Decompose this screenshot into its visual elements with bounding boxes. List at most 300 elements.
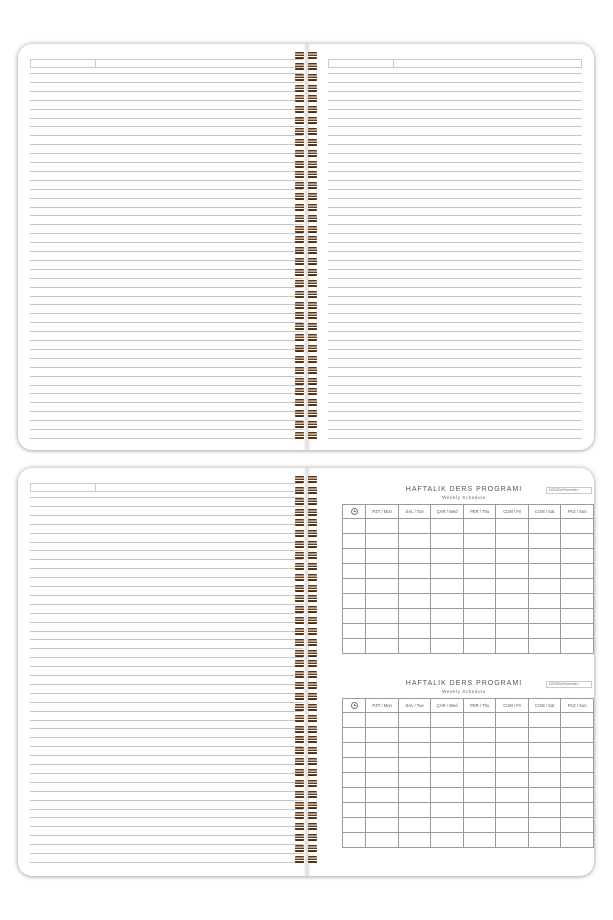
- spiral-ring: [295, 52, 319, 59]
- ruled-line: [328, 367, 582, 368]
- class-cell: [463, 624, 496, 639]
- class-cell: [463, 609, 496, 624]
- spiral-ring: [295, 476, 319, 483]
- class-cell: [398, 818, 430, 833]
- spiral-ring: [295, 585, 319, 592]
- class-cell: [561, 549, 594, 564]
- schedule-row: [343, 728, 594, 743]
- spiral-ring: [295, 726, 319, 733]
- spiral-ring: [295, 780, 319, 787]
- ruled-line: [328, 340, 582, 341]
- class-cell: [366, 564, 399, 579]
- spiral-ring: [295, 150, 319, 157]
- ruled-line: [328, 376, 582, 377]
- ruled-lines: [30, 73, 309, 441]
- ruled-line: [30, 809, 309, 810]
- class-cell: [528, 773, 561, 788]
- class-cell: [496, 833, 528, 848]
- time-cell: [343, 594, 366, 609]
- schedule-title: HAFTALIK DERS PROGRAMI: [405, 486, 523, 493]
- class-cell: [366, 758, 399, 773]
- spiral-ring: [295, 291, 319, 298]
- class-cell: [463, 579, 496, 594]
- ruled-line: [30, 304, 309, 305]
- class-cell: [528, 639, 561, 654]
- time-cell: [343, 803, 366, 818]
- class-cell: [496, 758, 528, 773]
- spiral-ring: [295, 74, 319, 81]
- class-cell: [398, 549, 430, 564]
- class-cell: [496, 534, 528, 549]
- ruled-line: [30, 720, 309, 721]
- ruled-line: [30, 269, 309, 270]
- ruled-line: [328, 313, 582, 314]
- time-cell: [343, 519, 366, 534]
- ruled-line: [30, 100, 309, 101]
- time-cell: [343, 639, 366, 654]
- class-cell: [398, 594, 430, 609]
- class-cell: [431, 773, 464, 788]
- spiral-ring: [295, 323, 319, 330]
- time-column-header: [343, 505, 366, 519]
- ruled-line: [30, 287, 309, 288]
- class-cell: [431, 519, 464, 534]
- ruled-line: [30, 773, 309, 774]
- schedule-row: [343, 579, 594, 594]
- spiral-ring: [295, 736, 319, 743]
- spiral-ring: [295, 704, 319, 711]
- ruled-line: [328, 207, 582, 208]
- ruled-line: [30, 542, 309, 543]
- spiral-ring: [295, 509, 319, 516]
- ruled-line: [30, 215, 309, 216]
- time-cell: [343, 818, 366, 833]
- spiral-ring: [295, 530, 319, 537]
- semester-field: DÖNEM/Semester:: [546, 487, 592, 494]
- class-cell: [561, 788, 594, 803]
- class-cell: [431, 534, 464, 549]
- spiral-binding: [295, 52, 319, 444]
- class-cell: [431, 549, 464, 564]
- class-cell: [528, 788, 561, 803]
- class-cell: [561, 728, 594, 743]
- class-cell: [398, 534, 430, 549]
- class-cell: [366, 609, 399, 624]
- time-cell: [343, 728, 366, 743]
- ruled-line: [30, 251, 309, 252]
- class-cell: [528, 818, 561, 833]
- ruled-line: [30, 340, 309, 341]
- day-header: SAL / Tue: [398, 505, 430, 519]
- spiral-ring: [295, 117, 319, 124]
- day-header: SAL / Tue: [398, 699, 430, 713]
- class-cell: [366, 818, 399, 833]
- ruled-line: [30, 438, 309, 439]
- spiral-ring: [295, 345, 319, 352]
- left-lined-page: [18, 468, 303, 876]
- ruled-line: [328, 180, 582, 181]
- schedule-subtitle: Weekly Schedule: [442, 495, 486, 500]
- spiral-ring: [295, 258, 319, 265]
- spiral-ring: [295, 432, 319, 439]
- ruled-line: [30, 791, 309, 792]
- ruled-line: [328, 73, 582, 74]
- day-header: PAZ / Sun: [561, 699, 594, 713]
- spiral-ring: [295, 171, 319, 178]
- class-cell: [463, 803, 496, 818]
- class-cell: [561, 594, 594, 609]
- ruled-line: [30, 622, 309, 623]
- schedule-row: [343, 818, 594, 833]
- schedule-row: [343, 639, 594, 654]
- class-cell: [561, 743, 594, 758]
- ruled-line: [30, 278, 309, 279]
- spiral-ring: [295, 193, 319, 200]
- class-cell: [431, 594, 464, 609]
- ruled-line: [30, 82, 309, 83]
- ruled-line: [30, 411, 309, 412]
- ruled-line: [328, 429, 582, 430]
- spiral-ring: [295, 823, 319, 830]
- spiral-ring: [295, 487, 319, 494]
- ruled-line: [30, 826, 309, 827]
- spiral-ring: [295, 856, 319, 863]
- schedule-row: [343, 534, 594, 549]
- ruled-line: [30, 393, 309, 394]
- ruled-line: [328, 438, 582, 439]
- clock-icon: [351, 508, 358, 515]
- class-cell: [561, 758, 594, 773]
- class-cell: [463, 833, 496, 848]
- class-cell: [528, 803, 561, 818]
- day-header: PER / Thu: [463, 699, 496, 713]
- class-cell: [528, 728, 561, 743]
- ruled-line: [30, 702, 309, 703]
- spiral-ring: [295, 161, 319, 168]
- class-cell: [463, 773, 496, 788]
- spiral-ring: [295, 410, 319, 417]
- class-cell: [398, 728, 430, 743]
- ruled-line: [30, 524, 309, 525]
- ruled-line: [30, 657, 309, 658]
- ruled-line: [328, 296, 582, 297]
- schedule-grid: [342, 504, 594, 654]
- left-lined-page: [18, 44, 303, 450]
- class-cell: [561, 609, 594, 624]
- day-header: ÇAR / Wed: [431, 699, 464, 713]
- ruled-line: [30, 331, 309, 332]
- spiral-ring: [295, 247, 319, 254]
- spiral-ring: [295, 498, 319, 505]
- spiral-ring: [295, 421, 319, 428]
- class-cell: [463, 564, 496, 579]
- ruled-lines: [328, 73, 582, 441]
- class-cell: [366, 713, 399, 728]
- ruled-line: [30, 728, 309, 729]
- class-cell: [398, 743, 430, 758]
- spiral-ring: [295, 302, 319, 309]
- day-header: ÇAR / Wed: [431, 505, 464, 519]
- spiral-ring: [295, 236, 319, 243]
- ruled-line: [30, 233, 309, 234]
- schedule-row: [343, 773, 594, 788]
- ruled-line: [30, 260, 309, 261]
- class-cell: [463, 758, 496, 773]
- class-cell: [366, 803, 399, 818]
- page-header-box: [328, 59, 582, 68]
- spiral-ring: [295, 660, 319, 667]
- ruled-line: [30, 322, 309, 323]
- spiral-ring: [295, 617, 319, 624]
- class-cell: [496, 609, 528, 624]
- ruled-line: [30, 800, 309, 801]
- time-cell: [343, 788, 366, 803]
- class-cell: [431, 713, 464, 728]
- class-cell: [561, 579, 594, 594]
- class-cell: [561, 564, 594, 579]
- spiral-ring: [295, 715, 319, 722]
- class-cell: [528, 564, 561, 579]
- spiral-ring: [295, 802, 319, 809]
- class-cell: [561, 818, 594, 833]
- spiral-ring: [295, 845, 319, 852]
- class-cell: [463, 549, 496, 564]
- ruled-line: [328, 420, 582, 421]
- class-cell: [528, 713, 561, 728]
- day-header: CUM / Fri: [496, 699, 528, 713]
- ruled-line: [328, 278, 582, 279]
- ruled-line: [328, 126, 582, 127]
- class-cell: [496, 803, 528, 818]
- ruled-line: [30, 153, 309, 154]
- spiral-ring: [295, 541, 319, 548]
- clock-icon: [351, 702, 358, 709]
- ruled-line: [30, 376, 309, 377]
- spiral-ring: [295, 399, 319, 406]
- ruled-line: [30, 144, 309, 145]
- class-cell: [398, 773, 430, 788]
- spiral-ring: [295, 312, 319, 319]
- spiral-ring: [295, 606, 319, 613]
- ruled-line: [30, 577, 309, 578]
- schedule-row: [343, 758, 594, 773]
- class-cell: [496, 743, 528, 758]
- spiral-ring: [295, 563, 319, 570]
- schedule-row: [343, 564, 594, 579]
- schedule-subtitle: Weekly Schedule: [442, 689, 486, 694]
- spiral-ring: [295, 834, 319, 841]
- day-header: PER / Thu: [463, 505, 496, 519]
- ruled-line: [328, 393, 582, 394]
- schedule-row: [343, 594, 594, 609]
- class-cell: [561, 624, 594, 639]
- class-cell: [398, 803, 430, 818]
- ruled-line: [30, 559, 309, 560]
- ruled-line: [30, 402, 309, 403]
- class-cell: [463, 594, 496, 609]
- day-header: PAZ / Sun: [561, 505, 594, 519]
- ruled-line: [328, 135, 582, 136]
- day-header: CUM / Sat: [528, 505, 561, 519]
- time-cell: [343, 609, 366, 624]
- class-cell: [496, 713, 528, 728]
- ruled-line: [328, 242, 582, 243]
- class-cell: [496, 639, 528, 654]
- ruled-line: [30, 613, 309, 614]
- schedule-grid: [342, 698, 594, 848]
- class-cell: [496, 564, 528, 579]
- class-cell: [561, 773, 594, 788]
- spiral-ring: [295, 671, 319, 678]
- right-lined-page: [311, 44, 594, 450]
- class-cell: [431, 728, 464, 743]
- ruled-line: [30, 648, 309, 649]
- ruled-line: [30, 180, 309, 181]
- class-cell: [561, 803, 594, 818]
- class-cell: [496, 624, 528, 639]
- ruled-line: [328, 100, 582, 101]
- class-cell: [463, 728, 496, 743]
- class-cell: [463, 818, 496, 833]
- ruled-line: [328, 402, 582, 403]
- spiral-ring: [295, 334, 319, 341]
- time-cell: [343, 624, 366, 639]
- class-cell: [496, 519, 528, 534]
- class-cell: [463, 639, 496, 654]
- time-cell: [343, 833, 366, 848]
- ruled-line: [30, 755, 309, 756]
- spiral-ring: [295, 204, 319, 211]
- class-cell: [366, 579, 399, 594]
- schedule-row: [343, 713, 594, 728]
- class-cell: [528, 758, 561, 773]
- ruled-line: [30, 764, 309, 765]
- spiral-ring: [295, 226, 319, 233]
- class-cell: [528, 579, 561, 594]
- ruled-line: [328, 171, 582, 172]
- time-cell: [343, 743, 366, 758]
- ruled-line: [30, 367, 309, 368]
- ruled-line: [30, 349, 309, 350]
- ruled-line: [30, 73, 309, 74]
- class-cell: [528, 609, 561, 624]
- day-header: PZT / Mon: [366, 505, 399, 519]
- ruled-line: [30, 568, 309, 569]
- spiral-ring: [295, 182, 319, 189]
- ruled-line: [30, 162, 309, 163]
- spiral-ring: [295, 650, 319, 657]
- class-cell: [528, 594, 561, 609]
- time-column-header: [343, 699, 366, 713]
- ruled-line: [30, 684, 309, 685]
- class-cell: [496, 594, 528, 609]
- ruled-line: [328, 304, 582, 305]
- time-cell: [343, 713, 366, 728]
- ruled-line: [30, 639, 309, 640]
- class-cell: [496, 728, 528, 743]
- class-cell: [528, 519, 561, 534]
- ruled-line: [328, 358, 582, 359]
- ruled-line: [30, 126, 309, 127]
- class-cell: [528, 549, 561, 564]
- spiral-ring: [295, 356, 319, 363]
- ruled-lines: [30, 497, 309, 867]
- class-cell: [366, 639, 399, 654]
- class-cell: [463, 743, 496, 758]
- ruled-line: [30, 835, 309, 836]
- ruled-line: [30, 586, 309, 587]
- ruled-line: [30, 711, 309, 712]
- spiral-ring: [295, 378, 319, 385]
- day-header: CUM / Sat: [528, 699, 561, 713]
- class-cell: [366, 594, 399, 609]
- ruled-line: [30, 171, 309, 172]
- class-cell: [561, 639, 594, 654]
- schedule-page: [311, 468, 594, 876]
- class-cell: [463, 713, 496, 728]
- spiral-ring: [295, 280, 319, 287]
- ruled-line: [30, 313, 309, 314]
- class-cell: [431, 609, 464, 624]
- ruled-line: [328, 153, 582, 154]
- class-cell: [366, 833, 399, 848]
- ruled-line: [30, 737, 309, 738]
- ruled-line: [30, 207, 309, 208]
- class-cell: [398, 788, 430, 803]
- class-cell: [398, 624, 430, 639]
- class-cell: [398, 639, 430, 654]
- ruled-line: [30, 817, 309, 818]
- ruled-line: [328, 322, 582, 323]
- ruled-line: [328, 287, 582, 288]
- class-cell: [398, 609, 430, 624]
- class-cell: [431, 758, 464, 773]
- class-cell: [398, 519, 430, 534]
- ruled-line: [328, 198, 582, 199]
- spiral-ring: [295, 128, 319, 135]
- ruled-line: [30, 109, 309, 110]
- class-cell: [431, 564, 464, 579]
- class-cell: [463, 519, 496, 534]
- ruled-line: [328, 233, 582, 234]
- class-cell: [496, 773, 528, 788]
- ruled-line: [328, 82, 582, 83]
- spiral-ring: [295, 269, 319, 276]
- ruled-line: [30, 666, 309, 667]
- class-cell: [561, 833, 594, 848]
- ruled-line: [30, 550, 309, 551]
- class-cell: [561, 534, 594, 549]
- page-header-box: [30, 59, 309, 68]
- ruled-line: [30, 533, 309, 534]
- ruled-line: [328, 411, 582, 412]
- ruled-line: [30, 224, 309, 225]
- spiral-ring: [295, 758, 319, 765]
- schedule-row: [343, 609, 594, 624]
- schedule-row: [343, 788, 594, 803]
- spiral-ring: [295, 106, 319, 113]
- class-cell: [463, 534, 496, 549]
- ruled-line: [30, 515, 309, 516]
- spiral-ring: [295, 95, 319, 102]
- ruled-line: [328, 269, 582, 270]
- spiral-ring: [295, 574, 319, 581]
- class-cell: [431, 624, 464, 639]
- ruled-line: [30, 604, 309, 605]
- spiral-ring: [295, 63, 319, 70]
- spiral-ring: [295, 367, 319, 374]
- class-cell: [398, 713, 430, 728]
